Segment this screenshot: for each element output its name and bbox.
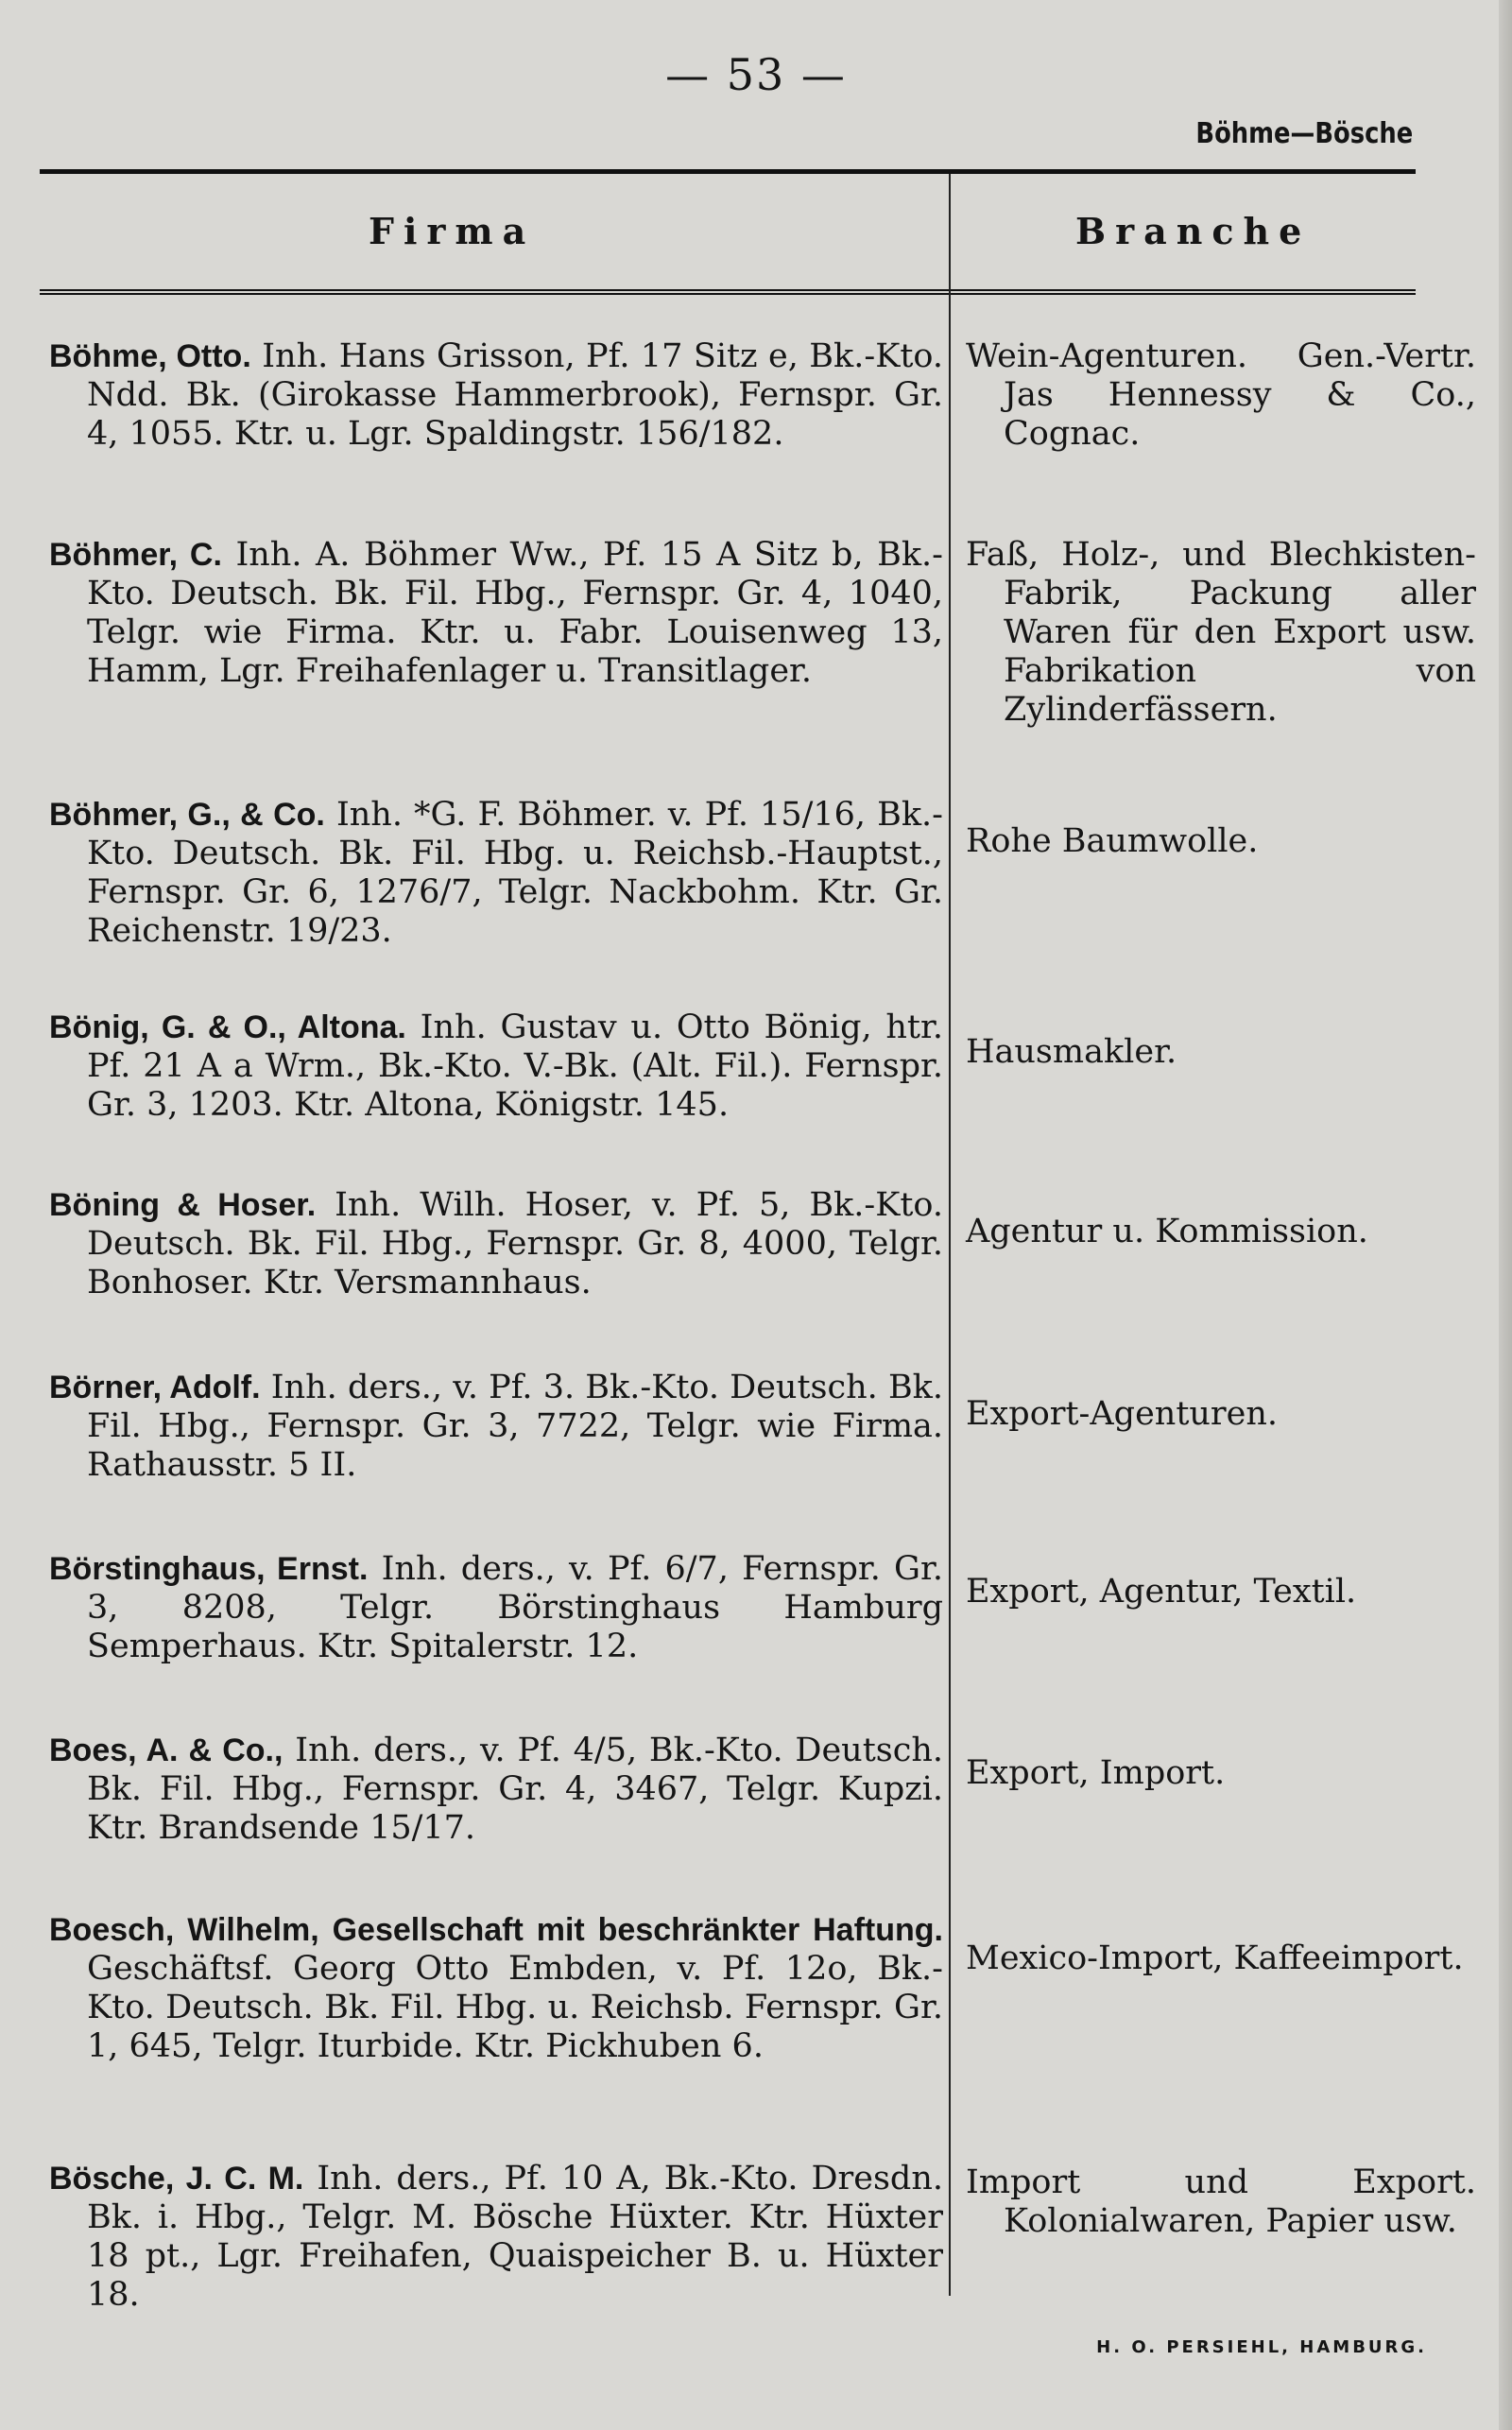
top-rule [40, 169, 1416, 174]
entry-firma [49, 1008, 943, 1125]
entry-details: Inh. A. Böhmer Ww., Pf. 15 A Sitz b, Bk.-Kto. Deutsch. Bk. Fil. Hbg., Fernspr. Gr. 4, 1040, Telgr. wie Firma. Ktr. u. Fabr. Louisenweg 13, Hamm, Lgr. Freihafenlager u. Transitlager. [87, 536, 944, 690]
entry-branche: Export, Agentur, Textil. [966, 1573, 1357, 1611]
entry-firma [49, 1911, 943, 2066]
column-divider [949, 174, 951, 2296]
entry-branche: Export-Agenturen. [966, 1395, 1279, 1433]
page-number: — 53 — [665, 49, 847, 100]
entry-branche: Rohe Baumwolle. [966, 822, 1259, 860]
entry-name: Börner, Adolf. [49, 1370, 261, 1405]
entry-boening-hoser [49, 1186, 1368, 1302]
entry-boerner [49, 1369, 1279, 1485]
entry-firma [49, 337, 943, 454]
entry-boesch [49, 1911, 1464, 2066]
entry-name: Böhmer, G., & Co. [49, 797, 325, 833]
page-edge [1499, 0, 1512, 2430]
entry-details: Inh. ders., Pf. 10 A, Bk.-Kto. Dresdn. Bk. i. Hbg., Telgr. M. Bösche Hüxter. Ktr. Hüxter 18 pt., Lgr. Freihafen, Quaispeicher B. u. Hüxter 18. [87, 2160, 943, 2314]
entry-firma [49, 536, 943, 691]
entry-details: Inh. ders., v. Pf. 6/7, Fernspr. Gr. 3, 8208, Telgr. Börstinghaus Hamburg Semperhaus. Ktr. Spitalerstr. 12. [87, 1550, 943, 1665]
entry-firma [49, 2160, 943, 2315]
entry-boehme-otto [49, 337, 1476, 454]
entry-name: Bönig, G. & O., Altona. [49, 1009, 406, 1045]
entry-branche: Wein-Agenturen. Gen.-Vertr. Jas Hennessy & Co., Cognac. [966, 337, 1476, 453]
entry-name: Böhmer, C. [49, 537, 222, 573]
entry-branche: Hausmakler. [966, 1033, 1177, 1071]
entry-boerstinghaus [49, 1550, 1357, 1666]
entry-boehmer-g [49, 796, 1259, 951]
entry-firma [49, 1369, 943, 1485]
entry-name: Boesch, Wilhelm, Gesellschaft mit beschränkter Haftung. [49, 1912, 943, 1948]
entry-name: Bösche, J. C. M. [49, 2161, 304, 2197]
printer-imprint: H. O. PERSIEHL, HAMBURG. [1096, 2337, 1427, 2357]
entry-name: Böhme, Otto. [49, 338, 251, 374]
entry-boehmer-c [49, 536, 1476, 729]
entry-details: Inh. Hans Grisson, Pf. 17 Sitz e, Bk.-Kto. Ndd. Bk. (Girokasse Hammerbrook), Fernspr. Gr. 4, 1055. Ktr. u. Lgr. Spaldingstr. 156/182. [87, 337, 943, 453]
entry-branche: Import und Export. Kolonialwaren, Papier usw. [966, 2163, 1476, 2240]
entry-details: Inh. ders., v. Pf. 3. Bk.-Kto. Deutsch. Bk. Fil. Hbg., Fernspr. Gr. 3, 7722, Telgr. wie Firma. Rathausstr. 5 II. [87, 1369, 943, 1484]
entry-firma [49, 1732, 943, 1848]
entry-details: Inh. *G. F. Böhmer. v. Pf. 15/16, Bk.-Kto. Deutsch. Bk. Fil. Hbg. u. Reichsb.-Hauptst., Fernspr. Gr. 6, 1276/7, Telgr. Nackbohm. Ktr. Gr. Reichenstr. 19/23. [87, 796, 943, 950]
entry-details: Inh. Wilh. Hoser, v. Pf. 5, Bk.-Kto. Deutsch. Bk. Fil. Hbg., Fernspr. Gr. 8, 4000, Telgr. Bonhoser. Ktr. Versmannhaus. [87, 1186, 943, 1301]
column-header-branche: Branche [1075, 210, 1312, 252]
header-double-rule [40, 289, 1416, 295]
entry-details: Geschäftsf. Georg Otto Embden, v. Pf. 12o, Bk.-Kto. Deutsch. Bk. Fil. Hbg. u. Reichsb. Fernspr. Gr. 1, 645, Telgr. Iturbide. Ktr. Pickhuben 6. [87, 1950, 943, 2065]
entry-firma [49, 1550, 943, 1666]
entry-details: Inh. Gustav u. Otto Bönig, htr. Pf. 21 A a Wrm., Bk.-Kto. V.-Bk. (Alt. Fil.). Fernspr. Gr. 3, 1203. Ktr. Altona, Königstr. 145. [87, 1008, 943, 1124]
entry-branche: Faß, Holz-, und Blechkisten-Fabrik, Packung aller Waren für den Export usw. Fabrikation von Zylinderfässern. [966, 536, 1476, 729]
entry-details: Inh. ders., v. Pf. 4/5, Bk.-Kto. Deutsch. Bk. Fil. Hbg., Fernspr. Gr. 4, 3467, Telgr. Kupzi. Ktr. Brandsende 15/17. [87, 1732, 943, 1847]
entry-branche: Agentur u. Kommission. [966, 1213, 1368, 1250]
entry-branche: Export, Import. [966, 1754, 1226, 1792]
entry-name: Böning & Hoser. [49, 1187, 317, 1223]
entry-firma [49, 796, 943, 951]
entry-boesche [49, 2160, 1476, 2315]
entry-boenig [49, 1008, 1177, 1125]
column-header-firma: Firma [369, 210, 536, 252]
entry-boes [49, 1732, 1226, 1848]
entry-name: Börstinghaus, Ernst. [49, 1551, 369, 1587]
entry-branche: Mexico-Import, Kaffeeimport. [966, 1939, 1464, 1977]
running-head: Böhme—Bösche [1195, 117, 1413, 150]
entry-name: Boes, A. & Co., [49, 1732, 284, 1768]
entry-firma [49, 1186, 943, 1302]
